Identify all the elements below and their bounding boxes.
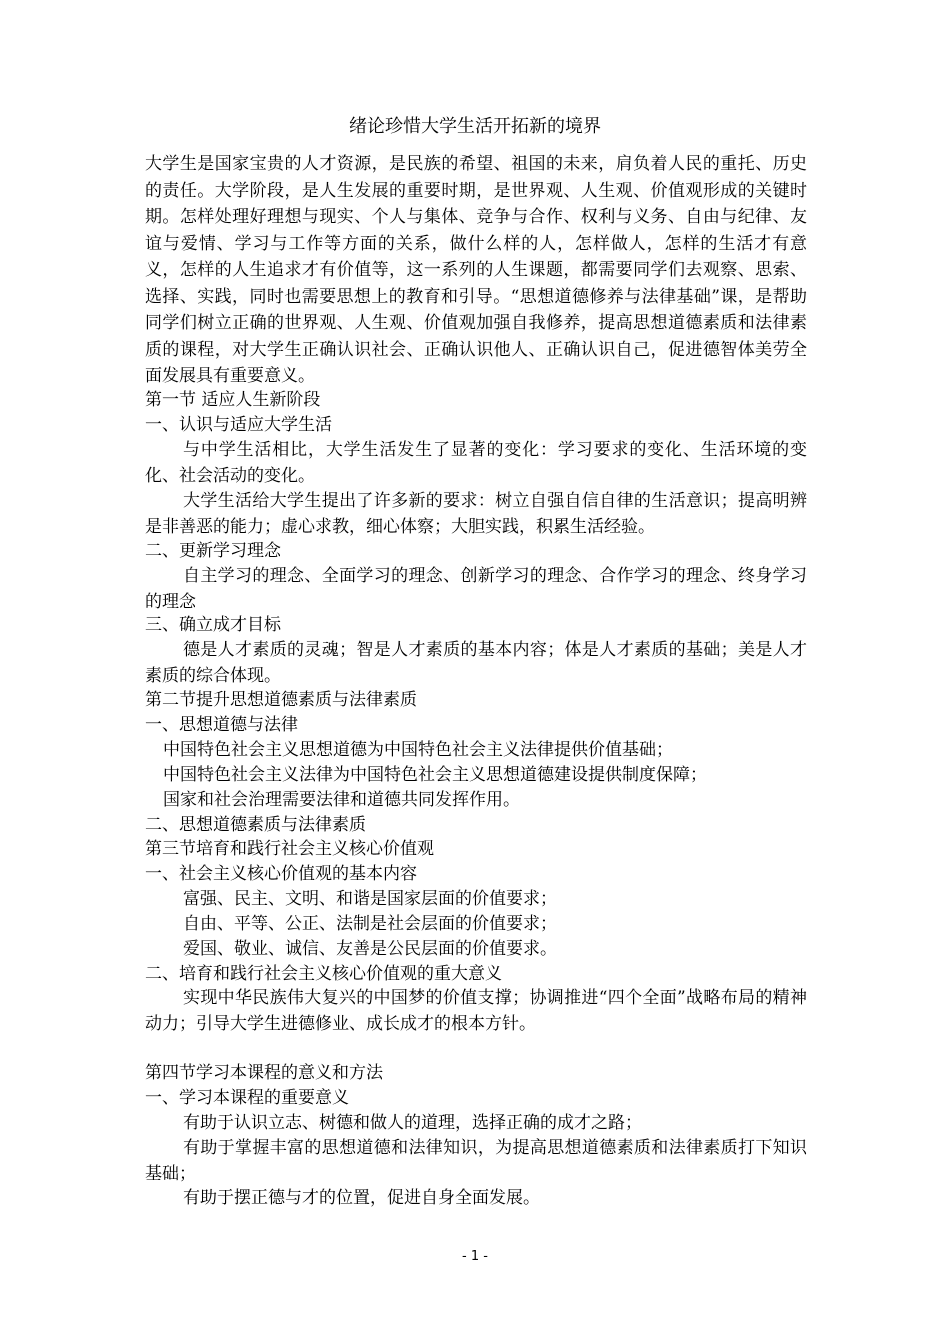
section-1-paragraph-3: 自主学习的理念、全面学习的理念、创新学习的理念、合作学习的理念、终身学习的理念 bbox=[145, 566, 807, 612]
document-title: 绪论珍惜大学生活开拓新的境界 bbox=[349, 116, 601, 137]
section-4-subheading-1: 一、学习本课程的重要意义 bbox=[145, 1088, 349, 1108]
section-3-subheading-1: 一、社会主义核心价值观的基本内容 bbox=[145, 864, 417, 884]
section-2-line-3: 国家和社会治理需要法律和道德共同发挥作用。 bbox=[163, 790, 520, 810]
section-1-paragraph-1: 与中学生活相比，大学生活发生了显著的变化：学习要求的变化、生活环境的变化、社会活动的变化。 bbox=[145, 440, 807, 486]
section-2-subheading-2: 二、思想道德素质与法律素质 bbox=[145, 815, 366, 835]
section-3-subheading-2: 二、培育和践行社会主义核心价值观的重大意义 bbox=[145, 964, 502, 984]
section-2-line-2: 中国特色社会主义法律为中国特色社会主义思想道德建设提供制度保障； bbox=[163, 765, 707, 785]
section-2-subheading-1: 一、思想道德与法律 bbox=[145, 715, 298, 735]
section-2-line-1: 中国特色社会主义思想道德为中国特色社会主义法律提供价值基础； bbox=[163, 740, 673, 760]
section-1-paragraph-4: 德是人才素质的灵魂；智是人才素质的基本内容；体是人才素质的基础；美是人才素质的综合体现。 bbox=[145, 640, 807, 686]
section-3-line-3: 爱国、敬业、诚信、友善是公民层面的价值要求。 bbox=[183, 939, 557, 959]
section-1-subheading-3: 三、确立成才目标 bbox=[145, 615, 281, 635]
section-2-heading: 第二节提升思想道德素质与法律素质 bbox=[145, 690, 417, 710]
section-1-heading: 第一节 适应人生新阶段 bbox=[145, 390, 321, 410]
section-1-subheading-1: 一、认识与适应大学生活 bbox=[145, 415, 332, 435]
section-3-paragraph-1: 实现中华民族伟大复兴的中国梦的价值支撑；协调推进“四个全面”战略布局的精神动力；引导大学生进德修业、成长成才的根本方针。 bbox=[145, 988, 807, 1034]
section-3-heading: 第三节培育和践行社会主义核心价值观 bbox=[145, 839, 434, 859]
section-4-paragraph-1: 有助于掌握丰富的思想道德和法律知识，为提高思想道德素质和法律素质打下知识基础； bbox=[145, 1138, 807, 1184]
section-4-heading: 第四节学习本课程的意义和方法 bbox=[145, 1063, 383, 1083]
section-1-paragraph-2: 大学生活给大学生提出了许多新的要求：树立自强自信自律的生活意识；提高明辨是非善恶的能力；虚心求教，细心体察；大胆实践，积累生活经验。 bbox=[145, 491, 807, 537]
section-4-line-2: 有助于摆正德与才的位置，促进自身全面发展。 bbox=[183, 1188, 540, 1208]
section-4-line-1: 有助于认识立志、树德和做人的道理，选择正确的成才之路； bbox=[183, 1113, 642, 1133]
section-3-line-2: 自由、平等、公正、法制是社会层面的价值要求； bbox=[183, 914, 557, 934]
section-1-subheading-2: 二、更新学习理念 bbox=[145, 541, 281, 561]
page-number: - 1 - bbox=[462, 1249, 488, 1264]
section-3-line-1: 富强、民主、文明、和谐是国家层面的价值要求； bbox=[183, 889, 557, 909]
intro-paragraph: 大学生是国家宝贵的人才资源，是民族的希望、祖国的未来，肩负着人民的重托、历史的责任。大学阶段，是人生发展的重要时期，是世界观、人生观、价值观形成的关键时期。怎样处理好理想与现实、个人与集体、竞争与合作、权利与义务、自由与纪律、友谊与爱情、学习与工作等方面的关系，做什么样的人，怎样做人，怎样的生活才有意义，怎样的人生追求才有价值等，这一系列的人生课题，都需要同学们去观察、思索、选择、实践，同时也需要思想上的教育和引导。“思想道德修养与法律基础”课，是帮助同学们树立正确的世界观、人生观、价值观加强自我修养，提高思想道德素质和法律素质的课程，对大学生正确认识社会、正确认识他人、正确认识自己，促进德智体美劳全面发展具有重要意义。 bbox=[145, 154, 807, 386]
